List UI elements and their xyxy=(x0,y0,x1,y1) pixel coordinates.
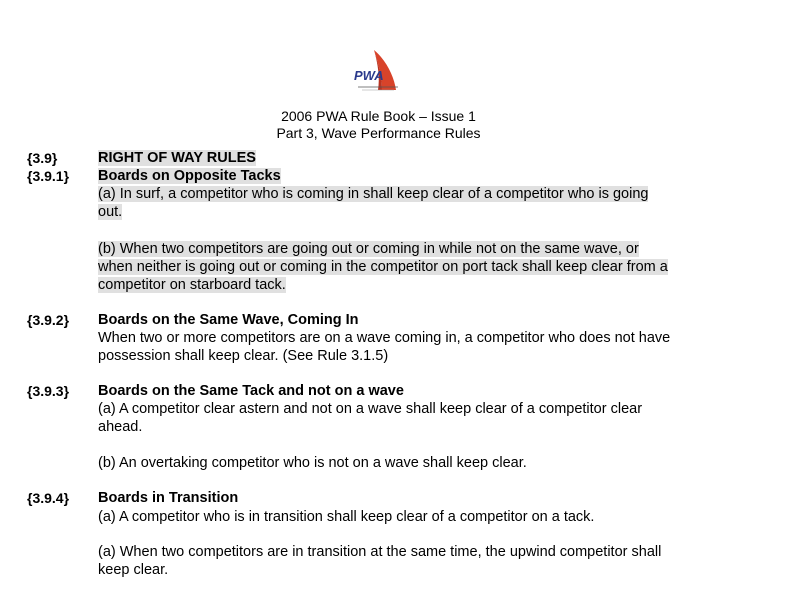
rule-paragraph xyxy=(98,185,738,221)
section-title: Boards on the Same Tack and not on a wave xyxy=(98,383,404,399)
paragraph-line: (b) An overtaking competitor who is not on a wave shall keep clear. xyxy=(98,455,527,471)
paragraph-line: keep clear. xyxy=(98,562,169,578)
section-title xyxy=(98,167,281,185)
paragraph-line: (a) When two competitors are in transition at the same time, the upwind competitor shall xyxy=(98,544,662,560)
section-title: Boards on the Same Wave, Coming In xyxy=(98,312,359,328)
section-number: {3.9} xyxy=(27,150,58,166)
section-title-text: Boards on Opposite Tacks xyxy=(98,168,281,184)
rule-paragraph xyxy=(98,454,738,472)
rule-paragraph xyxy=(98,543,738,579)
paragraph-line: competitor on starboard tack. xyxy=(98,277,286,293)
paragraph-line: when neither is going out or coming in the competitor on port tack shall keep clear from a xyxy=(98,259,668,275)
rule-paragraph xyxy=(98,240,738,294)
rule-paragraph xyxy=(98,400,738,436)
document-title: 2006 PWA Rule Book – Issue 1 xyxy=(281,108,476,124)
paragraph-line: (a) A competitor who is in transition shall keep clear of a competitor on a tack. xyxy=(98,509,595,525)
paragraph-line: When two or more competitors are on a wave coming in, a competitor who does not have xyxy=(98,330,671,346)
section-title xyxy=(98,149,256,167)
section-number: {3.9.3} xyxy=(27,383,70,399)
paragraph-line: out. xyxy=(98,204,123,220)
logo-text: PWA xyxy=(354,68,384,83)
paragraph-line: ahead. xyxy=(98,419,143,435)
paragraph-line: (a) In surf, a competitor who is coming in shall keep clear of a competitor who is going xyxy=(98,186,649,202)
section-number: {3.9.1} xyxy=(27,168,70,184)
paragraph-line: (b) When two competitors are going out or coming in while not on the same wave, or xyxy=(98,241,639,257)
pwa-logo xyxy=(348,46,408,96)
section-title-text: RIGHT OF WAY RULES xyxy=(98,150,256,166)
section-number: {3.9.4} xyxy=(27,490,70,506)
rule-paragraph xyxy=(98,508,738,526)
section-title: Boards in Transition xyxy=(98,490,239,506)
paragraph-line: (a) A competitor clear astern and not on a wave shall keep clear of a competitor clear xyxy=(98,401,643,417)
document-subtitle: Part 3, Wave Performance Rules xyxy=(276,125,481,141)
section-number: {3.9.2} xyxy=(27,312,70,328)
paragraph-line: possession shall keep clear. (See Rule 3.1.5) xyxy=(98,348,389,364)
rule-paragraph xyxy=(98,329,738,365)
